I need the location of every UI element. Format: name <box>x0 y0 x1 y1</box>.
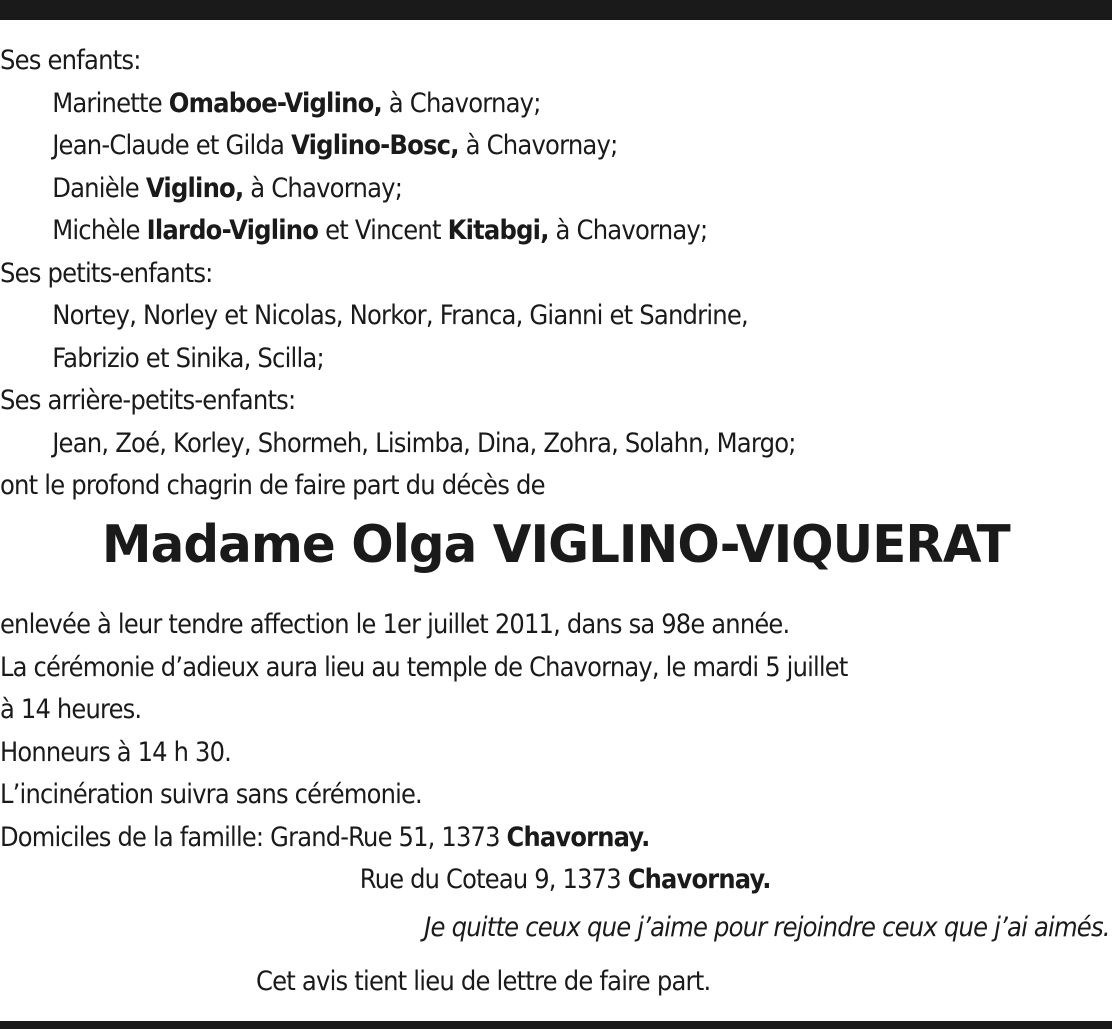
child-entry: Michèle Ilardo-Viglino et Vincent Kitabgi, à Chavornay; <box>52 215 708 246</box>
detail-line: La cérémonie d’adieux aura lieu au temple de Chavornay, le mardi 5 juillet <box>0 651 848 683</box>
top-rule <box>0 0 1112 20</box>
domicile-line-2: Rue du Coteau 9, 1373 Chavornay. <box>359 864 771 895</box>
detail-line: enlevée à leur tendre affection le 1er juillet 2011, dans sa 98e année. <box>0 609 790 640</box>
detail-line: L’incinération suivra sans cérémonie. <box>0 779 422 810</box>
detail-line: Honneurs à 14 h 30. <box>0 736 232 768</box>
bottom-rule <box>0 1021 1112 1029</box>
grandchildren-heading: Ses petits-enfants: <box>0 257 213 289</box>
deceased-name: Madame Olga VIGLINO-VIQUERAT <box>102 515 1010 575</box>
grandchildren-line: Nortey, Norley et Nicolas, Norkor, Franca, Gianni et Sandrine, <box>52 300 748 331</box>
child-entry: Jean-Claude et Gilda Viglino-Bosc, à Chavornay; <box>52 130 618 161</box>
great-grandchildren-line: Jean, Zoé, Korley, Shormeh, Lisimba, Dina, Zohra, Solahn, Margo; <box>52 427 796 459</box>
ceremony-details <box>0 604 1110 902</box>
closing-note: Cet avis tient lieu de lettre de faire part. <box>256 966 711 997</box>
grandchildren-line: Fabrizio et Sinika, Scilla; <box>52 342 324 374</box>
child-entry: Danièle Viglino, à Chavornay; <box>52 172 403 204</box>
detail-line: à 14 heures. <box>0 694 142 725</box>
children-heading: Ses enfants: <box>0 45 141 76</box>
memorial-quote: Je quitte ceux que j’aime pour rejoindre ceux que j’ai aimés. <box>424 912 1110 943</box>
domicile-line-1: Domiciles de la famille: Grand-Rue 51, 1373 Chavornay. <box>0 821 650 853</box>
family-list <box>0 40 1001 508</box>
child-entry: Marinette Omaboe-Viglino, à Chavornay; <box>52 87 541 119</box>
announcement-text: ont le profond chagrin de faire part du décès de <box>0 470 545 501</box>
great-grandchildren-heading: Ses arrière-petits-enfants: <box>0 385 296 416</box>
